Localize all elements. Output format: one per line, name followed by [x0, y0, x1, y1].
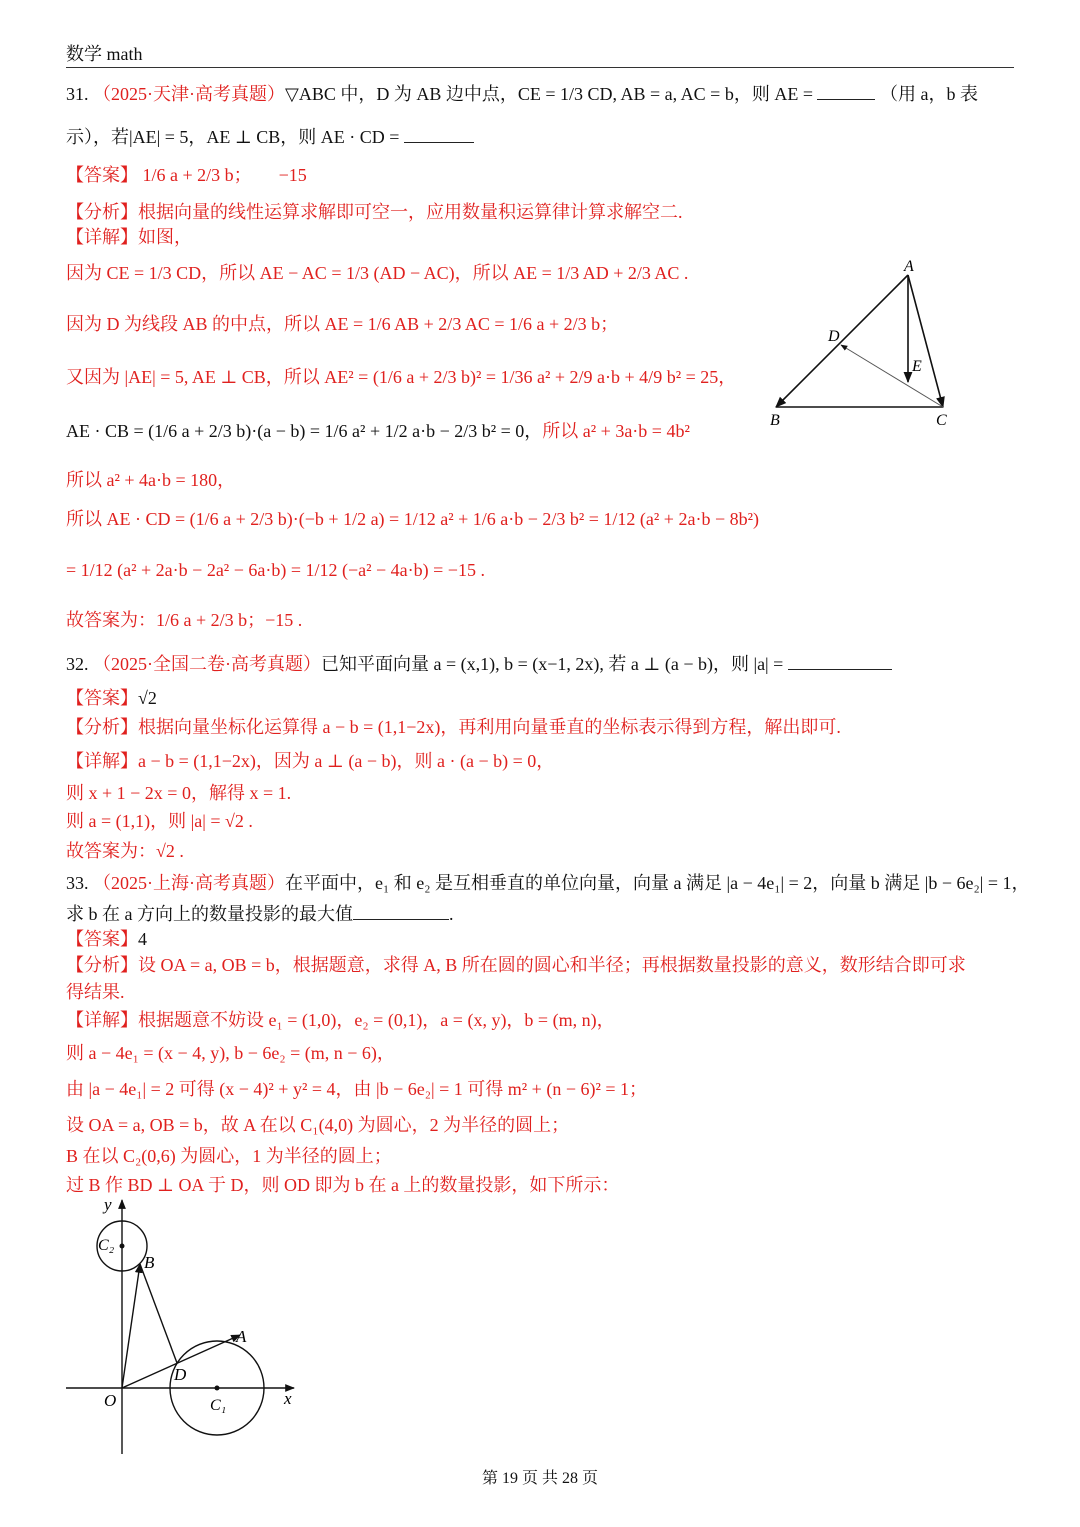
center-c1	[215, 1386, 220, 1391]
solution-step: 所以 a² + 4a·b = 180，	[66, 470, 236, 490]
solution-step: 则 x + 1 − 2x = 0，解得 x = 1.	[66, 783, 292, 803]
solution-step: AE · CB = (1/6 a + 2/3 b)·(a − b) = 1/6 a² + 1/2 a·b − 2/3 b² = 0，所以 a² + 3a·b = 4b²	[66, 421, 690, 441]
solution-step: 所以 AE · CD = (1/6 a + 2/3 b)·(−b + 1/2 a) = 1/12 a² + 1/6 a·b − 2/3 b² = 1/12 (a² + 2a·b − 8b²)	[66, 509, 759, 529]
page-footer: 第 19 页 共 28 页	[481, 1470, 598, 1487]
solution-step: 因为 CE = 1/3 CD，所以 AE − AC = 1/3 (AD − AC)，所以 AE = 1/3 AD + 2/3 AC .	[66, 263, 689, 283]
answer-blank	[404, 124, 474, 143]
solution-step: 设 OA = a, OB = b，故 A 在以 C₁(4,0) 为圆心，2 为半径的圆上；	[66, 1115, 570, 1135]
label-x: x	[284, 1389, 292, 1408]
solution-step: 因为 D 为线段 AB 的中点，所以 AE = 1/6 AB + 2/3 AC = 1/6 a + 2/3 b；	[66, 314, 619, 334]
page-header: 数学 math	[66, 44, 143, 64]
solution-step: = 1/12 (a² + 2a·b − 2a² − 6a·b) = 1/12 (−a² − 4a·b) = −15 .	[66, 560, 485, 580]
problem-31-statement-line1	[66, 81, 978, 107]
triangle-figure	[760, 255, 960, 435]
vector-ac	[908, 275, 943, 407]
answer-blank	[788, 651, 892, 670]
label-d: D	[828, 328, 840, 345]
label-a: A	[236, 1327, 247, 1346]
detail-line: 【详解】a − b = (1,1−2x)，因为 a ⊥ (a − b)，则 a · (a − b) = 0，	[66, 751, 555, 771]
vector-ob	[122, 1264, 140, 1388]
solution-step: 又因为 |AE| = 5, AE ⊥ CB，所以 AE² = (1/6 a + 2/3 b)² = 1/36 a² + 2/9 a·b + 4/9 b² = 25，	[66, 367, 737, 387]
label-c1: C₁	[210, 1397, 227, 1414]
detail-line: 【详解】如图，	[66, 227, 192, 247]
center-c2	[120, 1244, 125, 1249]
label-o: O	[104, 1391, 117, 1410]
solution-step: B 在以 C₂(0,6) 为圆心，1 为半径的圆上；	[66, 1146, 392, 1166]
problem-32-statement: 32. （2025·全国二卷·高考真题）已知平面向量 a = (x,1), b = (x−1, 2x), 若 a ⊥ (a − b)，则 |a| =	[66, 651, 892, 677]
analysis-line: 【分析】设 OA = a, OB = b，根据题意，求得 A, B 所在圆的圆心和半径；再根据数量投影的意义，数形结合即可求	[66, 955, 966, 975]
solution-step: 则 a = (1,1)，则 |a| = √2 .	[66, 811, 253, 831]
final-answer: 故答案为：√2 .	[66, 841, 184, 861]
problem-33-statement-line2: 求 b 在 a 方向上的数量投影的最大值 .	[66, 901, 454, 927]
final-answer: 故答案为：1/6 a + 2/3 b；−15 .	[66, 610, 303, 630]
label-y: y	[104, 1195, 112, 1214]
problem-text-tail: （用 a，b 表	[879, 84, 978, 104]
label-b: B	[770, 412, 780, 429]
vector-ab	[776, 275, 908, 407]
answer-line: 【答案】4	[66, 929, 147, 949]
coordinate-figure	[62, 1192, 312, 1457]
analysis-line: 【分析】根据向量的线性运算求解即可空一，应用数量积运算律计算求解空二.	[66, 202, 683, 222]
label-c2: C₂	[98, 1237, 115, 1254]
vector-cd	[841, 345, 943, 407]
problem-source: （2025·天津·高考真题）	[93, 84, 285, 104]
label-a: A	[904, 258, 914, 275]
label-d: D	[174, 1365, 187, 1384]
solution-step: 则 a − 4e₁ = (x − 4, y), b − 6e₂ = (m, n − 6)，	[66, 1043, 395, 1063]
answer-line: 【答案】√2	[66, 688, 157, 708]
solution-step: 由 |a − 4e₁| = 2 可得 (x − 4)² + y² = 4，由 |b − 6e₂| = 1 可得 m² + (n − 6)² = 1；	[66, 1079, 648, 1099]
problem-33-statement-line1: 33. （2025·上海·高考真题）在平面中，e₁ 和 e₂ 是互相垂直的单位向量，向量 a 满足 |a − 4e₁| = 2，向量 b 满足 |b − 6e₂| = 1，	[66, 873, 1030, 893]
solution-step: 过 B 作 BD ⊥ OA 于 D，则 OD 即为 b 在 a 上的数量投影，如下所示：	[66, 1175, 620, 1195]
label-e: E	[912, 358, 922, 375]
analysis-line: 【分析】根据向量坐标化运算得 a − b = (1,1−2x)，再利用向量垂直的坐标表示得到方程，解出即可.	[66, 717, 841, 737]
label-b: B	[144, 1253, 155, 1272]
problem-number: 31.	[66, 84, 89, 104]
answer-blank	[353, 901, 449, 920]
detail-line: 【详解】根据题意不妨设 e₁ = (1,0)，e₂ = (0,1)，a = (x, y)，b = (m, n)，	[66, 1010, 615, 1030]
answer-line: 【答案】 1/6 a + 2/3 b； −15	[66, 165, 307, 185]
segment-bd	[140, 1264, 177, 1363]
label-c: C	[936, 412, 947, 429]
header-divider	[66, 67, 1014, 68]
answer-blank	[817, 81, 875, 100]
analysis-line-cont: 得结果.	[66, 982, 125, 1002]
problem-text: ▽ABC 中，D 为 AB 边中点，CE = 1/3 CD, AB = a, AC = b，则 AE =	[285, 84, 813, 104]
problem-31-statement-line2: 示），若|AE| = 5，AE ⊥ CB，则 AE · CD =	[66, 124, 474, 150]
